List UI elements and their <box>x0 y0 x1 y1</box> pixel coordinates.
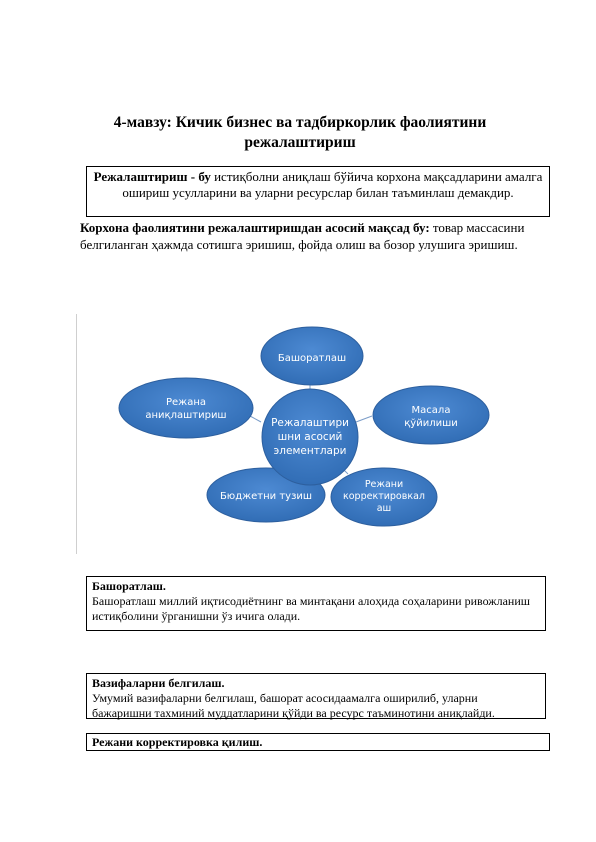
note-tasks <box>86 673 546 719</box>
node-top <box>261 327 363 385</box>
goal-paragraph <box>80 219 550 253</box>
node-left-label-1: Режана <box>166 397 206 408</box>
goal-text: товар массасини белгиланган ҳажмда сотишга эришиш, фойда олиш ва бозор улушига эришиш. <box>80 220 525 252</box>
connector-left <box>250 416 261 422</box>
node-top-label-1: Башоратлаш <box>277 353 347 364</box>
note-tasks-heading: Вазифаларни белгилаш. <box>92 676 225 690</box>
note-tasks-text: Умумий вазифаларни белгилаш, башорат асосидаамалга оширилиб, уларни бажаришни тахминий муддатларини қўйди ва ресурс таъминотини аниқлайди. <box>92 691 495 720</box>
node-bottom-right-label-3: аш <box>376 503 392 514</box>
connector-right <box>356 416 372 422</box>
center-label-1: Режалаштири <box>271 417 349 429</box>
note-plan-correction-heading: Режани корректировка қилиш. <box>92 735 263 749</box>
definition-box <box>86 166 550 217</box>
node-left <box>119 378 253 438</box>
title-line-1: 4-мавзу: Кичик бизнес ва тадбиркорлик фаолиятини <box>113 114 487 131</box>
node-bottom-right <box>331 468 437 526</box>
node-bottom-right-label-2: корректировкал <box>343 491 425 502</box>
definition-text: истиқболни аниқлаш бўйича корхона мақсадларини амалга ошириш усулларини ва уларни ресурслар билан таъминлаш демакдир. <box>122 169 543 200</box>
note-forecasting <box>86 576 546 631</box>
page-title <box>80 113 520 153</box>
node-center <box>262 389 358 485</box>
node-bottom-left-label-1: Бюджетни тузиш <box>219 491 313 502</box>
goal-lead: Корхона фаолиятини режалаштиришдан асосий мақсад бу: <box>80 220 430 235</box>
note-plan-correction <box>86 733 550 751</box>
node-bottom-right-label-1: Режани <box>364 479 404 490</box>
center-label-2: шни асосий <box>277 431 343 443</box>
note-forecasting-text: Башоратлаш миллий иқтисодиётнинг ва минтақани алоҳида соҳаларини ривожланиш истиқболини ўрганишни ўз ичига олади. <box>92 594 530 623</box>
node-left-label-2: аниқлаштириш <box>145 410 227 421</box>
definition-term: Режалаштириш - бу <box>93 169 211 184</box>
title-line-2: режалаштириш <box>244 134 356 151</box>
elements-diagram <box>76 312 516 552</box>
node-right <box>373 386 489 444</box>
node-right-label-2: қўйилиши <box>404 418 458 429</box>
note-forecasting-heading: Башоратлаш. <box>92 579 166 593</box>
center-label-3: элементлари <box>273 445 347 457</box>
node-right-label-1: Масала <box>411 405 451 416</box>
